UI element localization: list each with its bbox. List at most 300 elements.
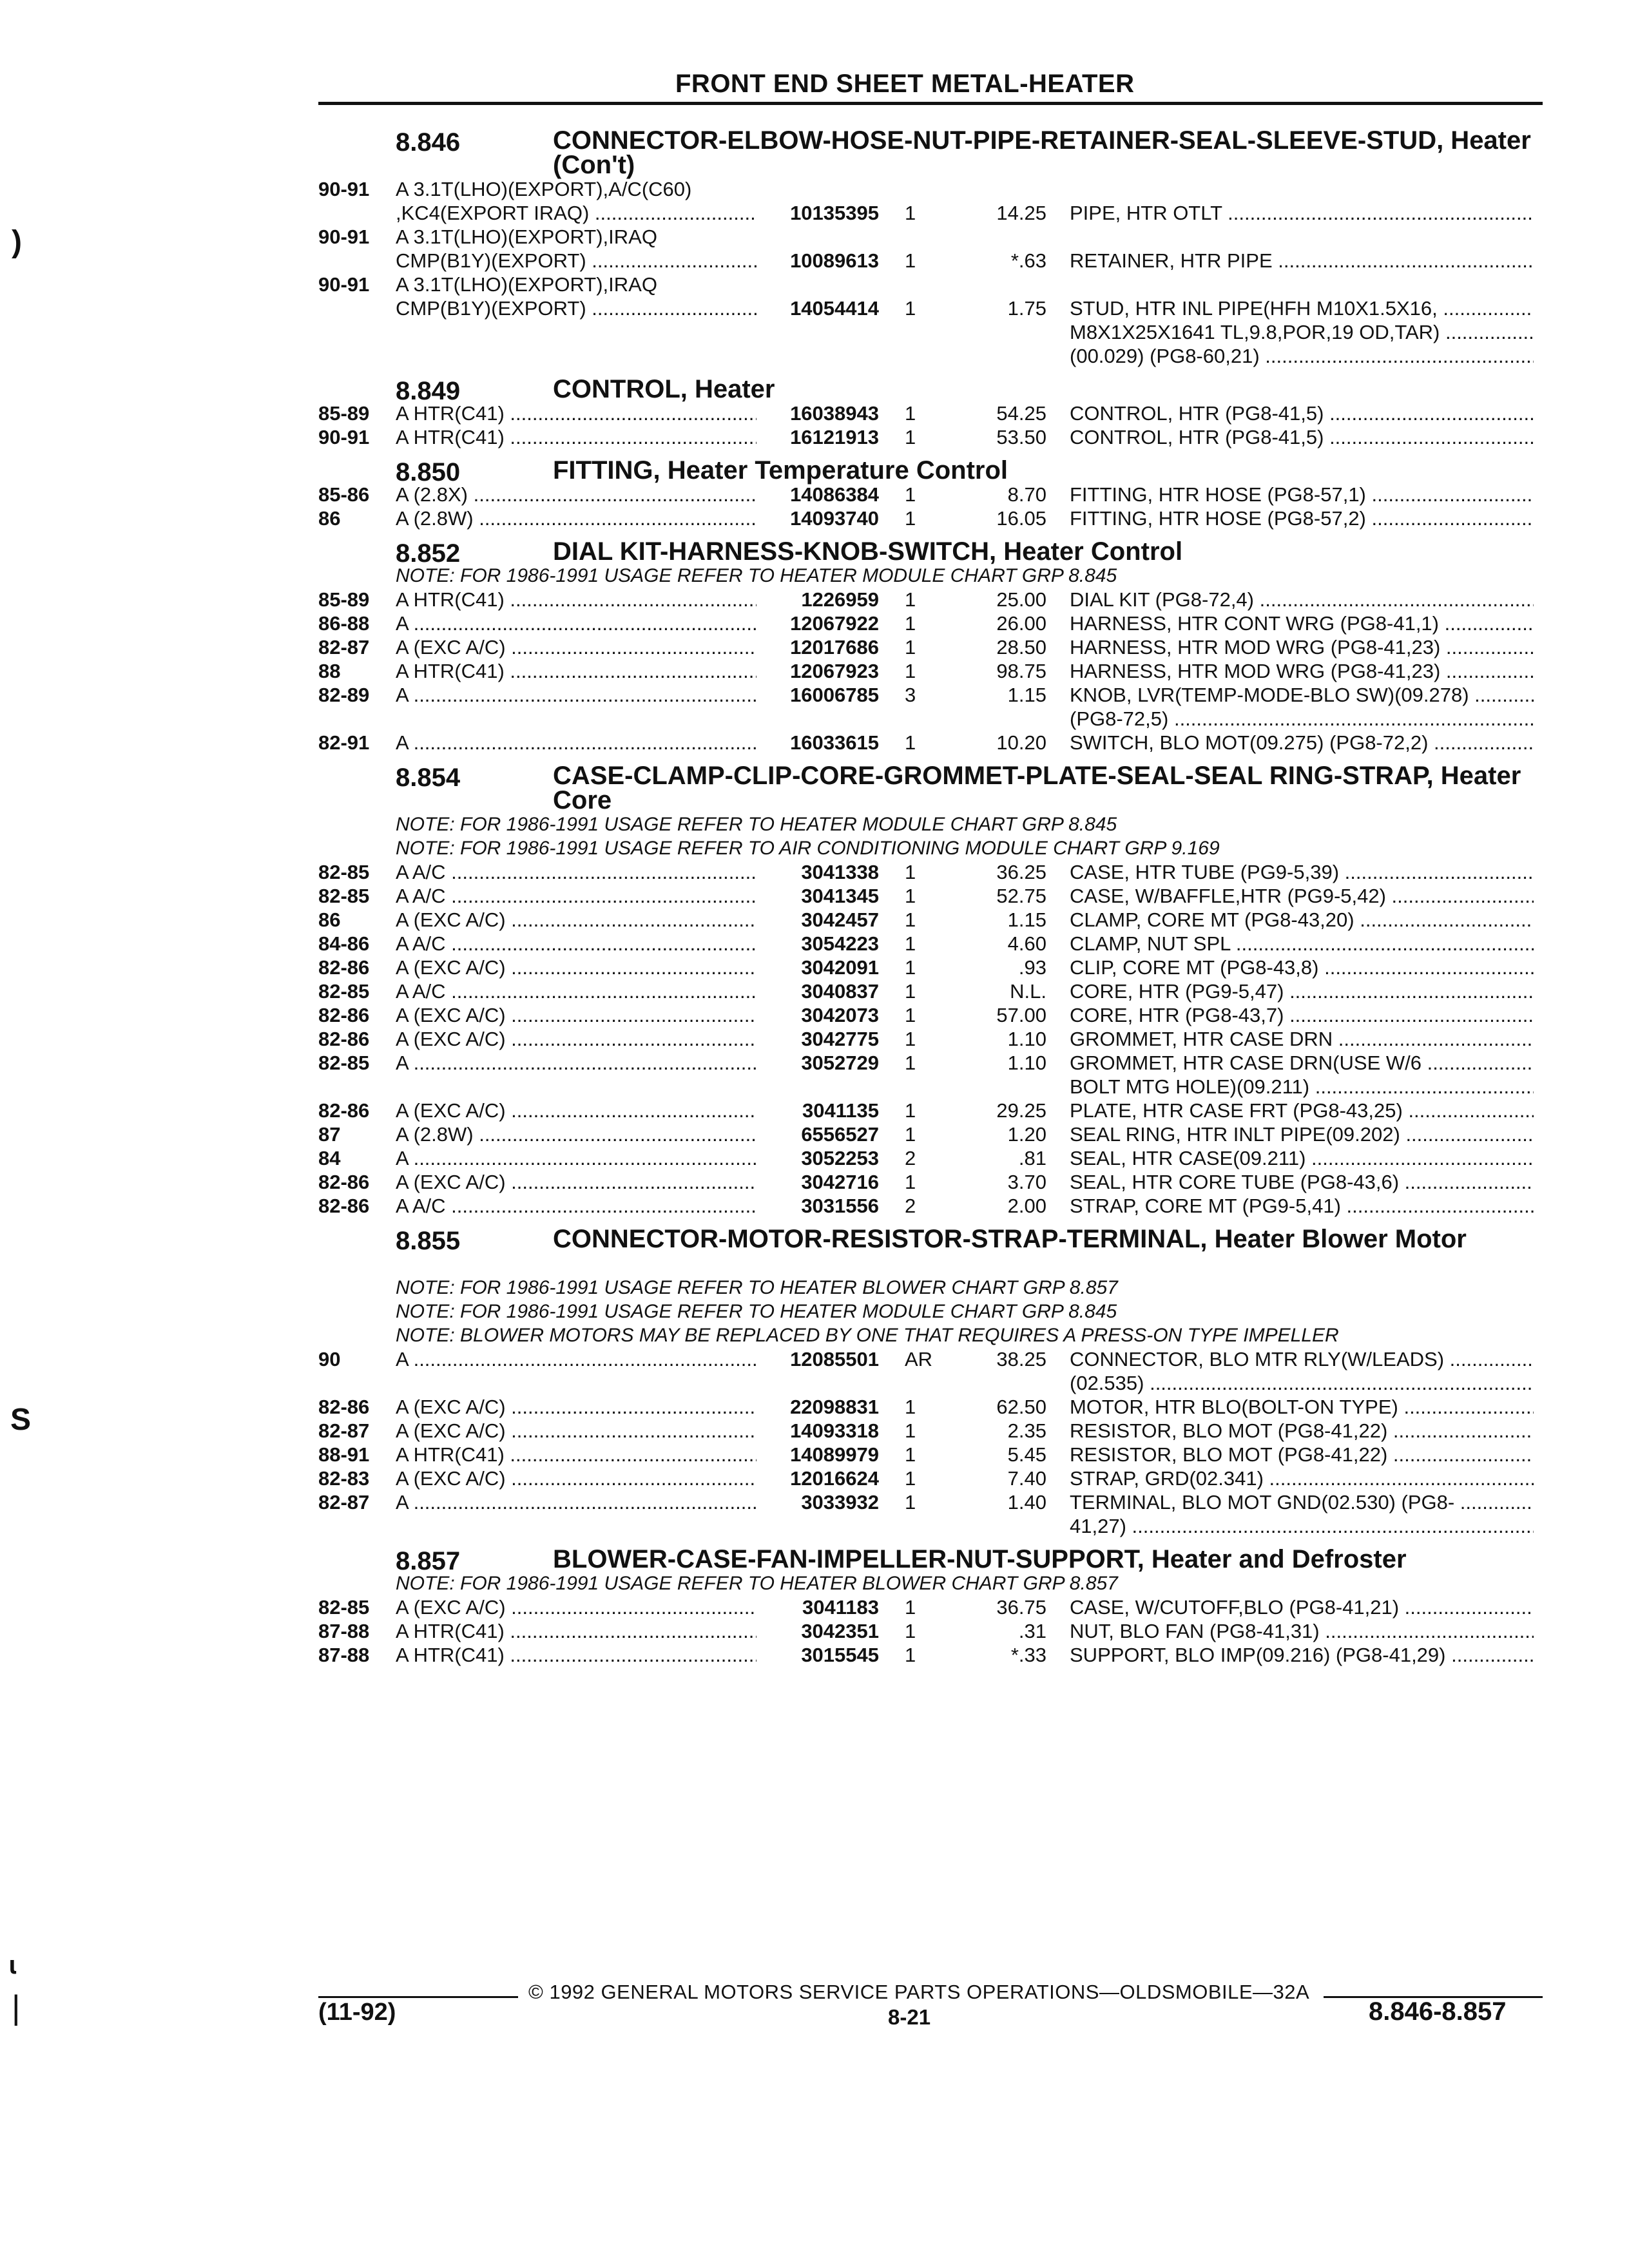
quantity: 1	[905, 1620, 916, 1642]
quantity: 1	[905, 1028, 916, 1050]
quantity: 1	[905, 1443, 916, 1466]
quantity: AR	[905, 1348, 933, 1370]
margin-mark: |	[12, 1989, 21, 2026]
description: HARNESS, HTR MOD WRG (PG8-41,23) .....	[1070, 635, 1534, 659]
quantity: 1	[905, 1491, 916, 1514]
footer-date: (11-92)	[318, 1999, 396, 2026]
application: A .....	[396, 1490, 757, 1514]
price: 1.40	[1007, 1491, 1046, 1514]
price: 53.50	[996, 426, 1046, 448]
quantity: 1	[905, 1644, 916, 1666]
application: CMP(B1Y)(EXPORT) .....	[396, 249, 757, 273]
part-number: 3042351	[801, 1620, 879, 1642]
parts-listing	[318, 119, 1543, 1667]
part-number: 3041135	[802, 1099, 879, 1122]
price: .81	[1018, 1147, 1046, 1169]
model-years: 85-89	[318, 402, 370, 425]
part-row	[318, 1194, 1543, 1218]
description: CONTROL, HTR (PG8-41,5) .....	[1070, 425, 1534, 449]
part-row	[318, 731, 1543, 754]
usage-note: NOTE: FOR 1986-1991 USAGE REFER TO HEATER MODULE CHART GRP 8.845	[396, 565, 1117, 586]
model-years: 82-86	[318, 1396, 370, 1418]
margin-mark: ɩ	[9, 1951, 17, 1979]
description: CASE, HTR TUBE (PG9-5,39) .....	[1070, 860, 1534, 884]
description: SUPPORT, BLO IMP(09.216) (PG8-41,29) .....	[1070, 1643, 1534, 1667]
part-number: 12085501	[790, 1348, 879, 1370]
price: .93	[1018, 956, 1046, 979]
model-years: 82-87	[318, 1419, 370, 1442]
description: 41,27) .....	[1070, 1514, 1534, 1538]
application: A (EXC A/C) .....	[396, 1027, 757, 1051]
usage-note: NOTE: FOR 1986-1991 USAGE REFER TO HEATER BLOWER CHART GRP 8.857	[396, 1277, 1118, 1298]
price: 1.15	[1007, 908, 1046, 931]
footer-page-number: 8-21	[888, 2005, 931, 2029]
part-number: 10135395	[790, 202, 879, 224]
model-years: 90-91	[318, 178, 370, 200]
model-years: 82-85	[318, 1596, 370, 1619]
price: 98.75	[996, 660, 1046, 682]
section-heading	[318, 1227, 1543, 1276]
model-years: 86-88	[318, 612, 370, 635]
description: SWITCH, BLO MOT(09.275) (PG8-72,2) .....	[1070, 731, 1534, 754]
part-row	[318, 1643, 1543, 1667]
price: 3.70	[1007, 1171, 1046, 1193]
application: A (EXC A/C) .....	[396, 1595, 757, 1619]
application: A .....	[396, 1347, 757, 1371]
part-number: 3041183	[802, 1596, 879, 1619]
footer-group-range: 8.846-8.857	[1369, 1997, 1507, 2026]
part-number: 3042091	[801, 956, 879, 979]
group-number: 8.855	[396, 1227, 461, 1255]
part-number: 14089979	[790, 1443, 879, 1466]
description: STRAP, CORE MT (PG9-5,41) .....	[1070, 1194, 1534, 1218]
part-row	[318, 1490, 1543, 1514]
model-years: 82-89	[318, 684, 370, 706]
application: A HTR(C41) .....	[396, 1443, 757, 1466]
quantity: 1	[905, 202, 916, 224]
part-row	[318, 249, 1543, 273]
description: BOLT MTG HOLE)(09.211) .....	[1070, 1075, 1534, 1099]
model-years: 82-85	[318, 885, 370, 907]
description: KNOB, LVR(TEMP-MODE-BLO SW)(09.278) .....	[1070, 683, 1534, 707]
part-row	[318, 201, 1543, 225]
description: HARNESS, HTR CONT WRG (PG8-41,1) .....	[1070, 611, 1534, 635]
application: A A/C .....	[396, 979, 757, 1003]
part-row	[318, 860, 1543, 884]
price: 16.05	[996, 507, 1046, 530]
part-row	[318, 1170, 1543, 1194]
footer-copyright: © 1992 GENERAL MOTORS SERVICE PARTS OPERATIONS—OLDSMOBILE—32A	[528, 1981, 1310, 2003]
quantity: 1	[905, 1052, 916, 1074]
description: STUD, HTR INL PIPE(HFH M10X1.5X16, .....	[1070, 296, 1534, 320]
description: SEAL, HTR CASE(09.211) .....	[1070, 1146, 1534, 1170]
description: M8X1X25X1641 TL,9.8,POR,19 OD,TAR) .....	[1070, 320, 1534, 344]
group-title: FITTING, Heater Temperature Control	[553, 456, 1008, 485]
part-row	[318, 1027, 1543, 1051]
part-row	[318, 588, 1543, 611]
part-row	[318, 344, 1543, 368]
section-heading	[318, 1545, 1543, 1575]
price: *.33	[1010, 1644, 1046, 1666]
model-years: 90-91	[318, 426, 370, 448]
quantity: 1	[905, 1467, 916, 1490]
part-row	[318, 1347, 1543, 1371]
model-years: 82-86	[318, 1171, 370, 1193]
application: A (EXC A/C) .....	[396, 1419, 757, 1443]
quantity: 1	[905, 402, 916, 425]
part-number: 10089613	[790, 249, 879, 272]
description: CORE, HTR (PG8-43,7) .....	[1070, 1003, 1534, 1027]
part-row	[318, 1003, 1543, 1027]
group-title: CONTROL, Heater	[553, 375, 775, 403]
application: A (EXC A/C) .....	[396, 1395, 757, 1419]
model-years: 85-86	[318, 483, 370, 506]
description: CONTROL, HTR (PG8-41,5) .....	[1070, 401, 1534, 425]
description: CLAMP, CORE MT (PG8-43,20) .....	[1070, 908, 1534, 932]
part-number: 3052253	[801, 1147, 879, 1169]
application: A (EXC A/C) .....	[396, 908, 757, 932]
application: A .....	[396, 1051, 757, 1075]
part-row	[318, 1466, 1543, 1490]
application: A .....	[396, 1146, 757, 1170]
description: (PG8-72,5) .....	[1070, 707, 1534, 731]
part-number: 3031556	[801, 1195, 879, 1217]
description: (00.029) (PG8-60,21) .....	[1070, 344, 1534, 368]
part-number: 3040837	[801, 980, 879, 1003]
application: A HTR(C41) .....	[396, 425, 757, 449]
usage-note: NOTE: BLOWER MOTORS MAY BE REPLACED BY ONE THAT REQUIRES A PRESS-ON TYPE IMPELLER	[396, 1325, 1339, 1346]
application: A A/C .....	[396, 1194, 757, 1218]
price: 1.75	[1007, 297, 1046, 320]
price: 38.25	[996, 1348, 1046, 1370]
price: 54.25	[996, 402, 1046, 425]
quantity: 1	[905, 660, 916, 682]
part-row	[318, 932, 1543, 956]
application: A .....	[396, 731, 757, 754]
part-number: 3041338	[801, 861, 879, 883]
model-years: 90-91	[318, 273, 370, 296]
model-years: 87-88	[318, 1620, 370, 1642]
quantity: 1	[905, 731, 916, 754]
description: PIPE, HTR OTLT .....	[1070, 201, 1534, 225]
application: A (2.8X) .....	[396, 483, 757, 506]
quantity: 1	[905, 1396, 916, 1418]
description: SEAL RING, HTR INLT PIPE(09.202) .....	[1070, 1122, 1534, 1146]
description: CASE, W/BAFFLE,HTR (PG9-5,42) .....	[1070, 884, 1534, 908]
price: 10.20	[996, 731, 1046, 754]
quantity: 2	[905, 1195, 916, 1217]
quantity: 1	[905, 980, 916, 1003]
description: RESISTOR, BLO MOT (PG8-41,22) .....	[1070, 1443, 1534, 1466]
group-number: 8.849	[396, 377, 461, 405]
price: 5.45	[1007, 1443, 1046, 1466]
part-row	[318, 707, 1543, 731]
page-title: FRONT END SHEET METAL-HEATER	[675, 70, 1135, 98]
part-number: 22098831	[790, 1396, 879, 1418]
application: A HTR(C41) .....	[396, 588, 757, 611]
usage-note: NOTE: FOR 1986-1991 USAGE REFER TO AIR CONDITIONING MODULE CHART GRP 9.169	[396, 838, 1220, 859]
part-row	[318, 659, 1543, 683]
quantity: 1	[905, 861, 916, 883]
group-number: 8.852	[396, 539, 461, 568]
part-row	[318, 483, 1543, 506]
part-row	[318, 225, 1543, 249]
model-years: 86	[318, 908, 341, 931]
part-row	[318, 1419, 1543, 1443]
price: 57.00	[996, 1004, 1046, 1026]
quantity: 1	[905, 249, 916, 272]
quantity: 1	[905, 885, 916, 907]
part-row	[318, 1099, 1543, 1122]
price: 8.70	[1007, 483, 1046, 506]
quantity: 1	[905, 1419, 916, 1442]
quantity: 1	[905, 1099, 916, 1122]
part-number: 12017686	[790, 636, 879, 658]
price: 1.20	[1007, 1123, 1046, 1146]
description: SEAL, HTR CORE TUBE (PG8-43,6) .....	[1070, 1170, 1534, 1194]
part-number: 14054414	[790, 297, 879, 320]
part-number: 3052729	[801, 1052, 879, 1074]
part-number: 3042775	[801, 1028, 879, 1050]
group-number: 8.857	[396, 1547, 461, 1575]
part-number: 12016624	[790, 1467, 879, 1490]
part-number: 3033932	[801, 1491, 879, 1514]
price: 1.10	[1007, 1028, 1046, 1050]
part-number: 14086384	[790, 483, 879, 506]
application: A HTR(C41) .....	[396, 1643, 757, 1667]
part-row	[318, 1619, 1543, 1643]
model-years: 82-85	[318, 980, 370, 1003]
quantity: 1	[905, 908, 916, 931]
description: CLAMP, NUT SPL .....	[1070, 932, 1534, 956]
quantity: 1	[905, 483, 916, 506]
part-number: 3042457	[801, 908, 879, 931]
model-years: 84-86	[318, 932, 370, 955]
part-number: 14093318	[790, 1419, 879, 1442]
price: 28.50	[996, 636, 1046, 658]
model-years: 82-85	[318, 861, 370, 883]
part-row	[318, 401, 1543, 425]
description: CORE, HTR (PG9-5,47) .....	[1070, 979, 1534, 1003]
model-years: 82-91	[318, 731, 370, 754]
section-heading	[318, 456, 1543, 486]
part-row	[318, 177, 1543, 201]
quantity: 1	[905, 932, 916, 955]
section-heading	[318, 375, 1543, 405]
part-number: 16006785	[790, 684, 879, 706]
quantity: 1	[905, 1596, 916, 1619]
description: RETAINER, HTR PIPE .....	[1070, 249, 1534, 273]
quantity: 1	[905, 426, 916, 448]
part-row	[318, 1395, 1543, 1419]
part-number: 14093740	[790, 507, 879, 530]
part-row	[318, 1122, 1543, 1146]
part-number: 3015545	[801, 1644, 879, 1666]
footer-rule-left	[318, 1996, 518, 1998]
price: 62.50	[996, 1396, 1046, 1418]
price: 2.00	[1007, 1195, 1046, 1217]
quantity: 1	[905, 507, 916, 530]
model-years: 82-86	[318, 1195, 370, 1217]
application: A (EXC A/C) .....	[396, 1099, 757, 1122]
model-years: 86	[318, 507, 341, 530]
quantity: 2	[905, 1147, 916, 1169]
part-row	[318, 908, 1543, 932]
price: 2.35	[1007, 1419, 1046, 1442]
section-heading	[318, 537, 1543, 568]
description: TERMINAL, BLO MOT GND(02.530) (PG8- .....	[1070, 1490, 1534, 1514]
price: 26.00	[996, 612, 1046, 635]
description: GROMMET, HTR CASE DRN(USE W/6 .....	[1070, 1051, 1534, 1075]
description: MOTOR, HTR BLO(BOLT-ON TYPE) .....	[1070, 1395, 1534, 1419]
quantity: 1	[905, 956, 916, 979]
price: *.63	[1010, 249, 1046, 272]
application: A (2.8W) .....	[396, 506, 757, 530]
model-years: 88-91	[318, 1443, 370, 1466]
quantity: 1	[905, 297, 916, 320]
application: A (EXC A/C) .....	[396, 1003, 757, 1027]
application: A (EXC A/C) .....	[396, 635, 757, 659]
part-number: 3054223	[801, 932, 879, 955]
part-row	[318, 956, 1543, 979]
part-row	[318, 320, 1543, 344]
model-years: 82-86	[318, 1004, 370, 1026]
price: N.L.	[1010, 980, 1046, 1003]
group-number: 8.854	[396, 764, 461, 792]
application: A A/C .....	[396, 932, 757, 956]
group-title: CONNECTOR-MOTOR-RESISTOR-STRAP-TERMINAL, Heater Blower Motor	[553, 1225, 1467, 1253]
application: A .....	[396, 683, 757, 707]
price: 4.60	[1007, 932, 1046, 955]
price: 36.75	[996, 1596, 1046, 1619]
group-number: 8.850	[396, 458, 461, 486]
part-number: 3042716	[801, 1171, 879, 1193]
application: A A/C .....	[396, 860, 757, 884]
part-number: 12067923	[790, 660, 879, 682]
price: 7.40	[1007, 1467, 1046, 1490]
usage-note: NOTE: FOR 1986-1991 USAGE REFER TO HEATER MODULE CHART GRP 8.845	[396, 1301, 1117, 1322]
part-row	[318, 1371, 1543, 1395]
group-number: 8.846	[396, 128, 461, 157]
usage-note: NOTE: FOR 1986-1991 USAGE REFER TO HEATER MODULE CHART GRP 8.845	[396, 814, 1117, 835]
quantity: 1	[905, 612, 916, 635]
usage-note: NOTE: FOR 1986-1991 USAGE REFER TO HEATER BLOWER CHART GRP 8.857	[396, 1573, 1118, 1594]
part-number: 16121913	[790, 426, 879, 448]
application: A (2.8W) .....	[396, 1122, 757, 1146]
description: HARNESS, HTR MOD WRG (PG8-41,23) .....	[1070, 659, 1534, 683]
part-row	[318, 635, 1543, 659]
description: FITTING, HTR HOSE (PG8-57,1) .....	[1070, 483, 1534, 506]
model-years: 82-86	[318, 1099, 370, 1122]
model-years: 84	[318, 1147, 341, 1169]
section-heading	[318, 764, 1543, 812]
part-row	[318, 296, 1543, 320]
part-number: 6556527	[801, 1123, 879, 1146]
model-years: 82-86	[318, 956, 370, 979]
part-row	[318, 425, 1543, 449]
part-row	[318, 884, 1543, 908]
quantity: 1	[905, 1123, 916, 1146]
margin-mark: )	[12, 225, 22, 259]
part-row	[318, 1514, 1543, 1538]
part-row	[318, 1595, 1543, 1619]
part-row	[318, 1443, 1543, 1466]
part-row	[318, 979, 1543, 1003]
model-years: 82-86	[318, 1028, 370, 1050]
header-rule	[318, 102, 1543, 105]
application: ,KC4(EXPORT IRAQ) .....	[396, 201, 757, 225]
part-number: 16038943	[790, 402, 879, 425]
price: 1.15	[1007, 684, 1046, 706]
application: CMP(B1Y)(EXPORT) .....	[396, 296, 757, 320]
application: A A/C .....	[396, 884, 757, 908]
application: A 3.1T(LHO)(EXPORT),A/C(C60)	[396, 178, 692, 200]
description: (02.535) .....	[1070, 1371, 1534, 1395]
description: CONNECTOR, BLO MTR RLY(W/LEADS) .....	[1070, 1347, 1534, 1371]
description: CASE, W/CUTOFF,BLO (PG8-41,21) .....	[1070, 1595, 1534, 1619]
margin-mark: S	[10, 1403, 32, 1437]
application: A HTR(C41) .....	[396, 1619, 757, 1643]
model-years: 87	[318, 1123, 341, 1146]
group-title: CONNECTOR-ELBOW-HOSE-NUT-PIPE-RETAINER-SEAL-SLEEVE-STUD, Heater (Con't)	[553, 126, 1531, 179]
part-row	[318, 1075, 1543, 1099]
application: A .....	[396, 611, 757, 635]
description: NUT, BLO FAN (PG8-41,31) .....	[1070, 1619, 1534, 1643]
description: DIAL KIT (PG8-72,4) .....	[1070, 588, 1534, 611]
quantity: 1	[905, 1004, 916, 1026]
part-row	[318, 273, 1543, 296]
quantity: 1	[905, 1171, 916, 1193]
quantity: 1	[905, 588, 916, 611]
part-number: 3042073	[801, 1004, 879, 1026]
section-heading	[318, 128, 1543, 177]
application: A (EXC A/C) .....	[396, 956, 757, 979]
application: A 3.1T(LHO)(EXPORT),IRAQ	[396, 273, 657, 296]
part-number: 16033615	[790, 731, 879, 754]
price: 25.00	[996, 588, 1046, 611]
description: CLIP, CORE MT (PG8-43,8) .....	[1070, 956, 1534, 979]
model-years: 82-87	[318, 636, 370, 658]
quantity: 1	[905, 636, 916, 658]
part-number: 3041345	[801, 885, 879, 907]
quantity: 3	[905, 684, 916, 706]
application: A (EXC A/C) .....	[396, 1466, 757, 1490]
application: A 3.1T(LHO)(EXPORT),IRAQ	[396, 226, 657, 248]
part-row	[318, 1146, 1543, 1170]
description: GROMMET, HTR CASE DRN .....	[1070, 1027, 1534, 1051]
part-row	[318, 611, 1543, 635]
application: A HTR(C41) .....	[396, 659, 757, 683]
model-years: 87-88	[318, 1644, 370, 1666]
model-years: 90	[318, 1348, 341, 1370]
application: A (EXC A/C) .....	[396, 1170, 757, 1194]
group-title: CASE-CLAMP-CLIP-CORE-GROMMET-PLATE-SEAL-SEAL RING-STRAP, Heater Core	[553, 762, 1521, 814]
part-row	[318, 683, 1543, 707]
part-number: 1226959	[801, 588, 879, 611]
price: 14.25	[996, 202, 1046, 224]
model-years: 82-83	[318, 1467, 370, 1490]
price: .31	[1018, 1620, 1046, 1642]
group-title: BLOWER-CASE-FAN-IMPELLER-NUT-SUPPORT, Heater and Defroster	[553, 1545, 1407, 1573]
description: STRAP, GRD(02.341) .....	[1070, 1466, 1534, 1490]
part-row	[318, 1051, 1543, 1075]
model-years: 82-87	[318, 1491, 370, 1514]
model-years: 88	[318, 660, 341, 682]
description: FITTING, HTR HOSE (PG8-57,2) .....	[1070, 506, 1534, 530]
price: 36.25	[996, 861, 1046, 883]
model-years: 82-85	[318, 1052, 370, 1074]
group-title: DIAL KIT-HARNESS-KNOB-SWITCH, Heater Control	[553, 537, 1183, 566]
